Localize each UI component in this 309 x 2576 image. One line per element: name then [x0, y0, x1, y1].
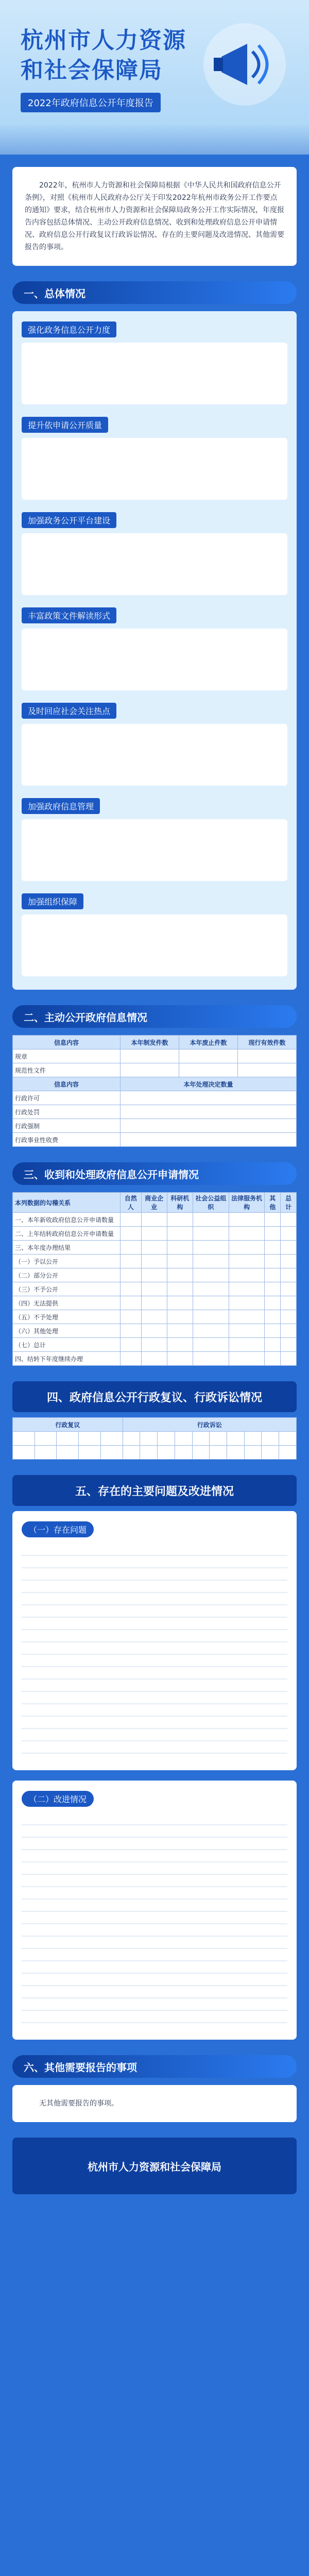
review-table: [12, 1417, 297, 1460]
table-header: 本列数据的勾稽关系: [13, 1193, 121, 1213]
overview-list: [12, 311, 297, 990]
overview-subhead: 提升依申请公开质量: [22, 417, 108, 433]
megaphone-icon: [201, 21, 288, 108]
table-row-label: 二、上年结转政府信息公开申请数量: [13, 1227, 121, 1241]
table-header: 现行有效件数: [238, 1036, 297, 1049]
application-table: [12, 1192, 297, 1366]
section-5-title: 五、存在的主要问题及改进情况: [12, 1475, 297, 1506]
hero-title: [21, 26, 186, 86]
table-row-label: （一）予以公开: [13, 1255, 121, 1268]
overview-subhead: 强化政务信息公开力度: [22, 321, 116, 337]
table-row-label: 行政处罚: [13, 1105, 121, 1119]
active-disclosure-table: [12, 1035, 297, 1147]
city-skyline: [0, 124, 309, 155]
overview-paragraph: [22, 629, 287, 690]
table-header: 自然人: [121, 1193, 142, 1213]
section-3-title: 三、收到和处理政府信息公开申请情况: [12, 1162, 297, 1185]
hero-banner: [0, 0, 309, 155]
overview-paragraph: [22, 914, 287, 976]
overview-paragraph: [22, 724, 287, 786]
overview-subhead: 加强政府信息管理: [22, 798, 100, 814]
intro-card: [12, 167, 297, 266]
overview-subhead: 及时回应社会关注热点: [22, 703, 116, 719]
table-header: 信息内容: [13, 1077, 121, 1091]
footer-banner: [12, 2138, 297, 2194]
table-header: 本年处理决定数量: [121, 1077, 297, 1091]
overview-paragraph: [22, 343, 287, 404]
table-header: 本年制发件数: [121, 1036, 179, 1049]
table-row-label: 行政事业性收费: [13, 1133, 121, 1147]
table-row-label: 行政许可: [13, 1091, 121, 1105]
table-header: 法律服务机构: [229, 1193, 265, 1213]
section-4-title: 四、政府信息公开行政复议、行政诉讼情况: [12, 1381, 297, 1412]
table-header: 社会公益组织: [193, 1193, 229, 1213]
section-2-title: 二、主动公开政府信息情况: [12, 1005, 297, 1028]
table-row-label: （六）其他处理: [13, 1324, 121, 1338]
table-header: 其他: [265, 1193, 281, 1213]
intro-text: 2022年，杭州市人力资源和社会保障局根据《中华人民共和国政府信息公开条例》，对照《杭州市人民政府办公厅关于印发2022年杭州市政务公开工作要点的通知》要求，结合杭州市人力资源和社会保障局政务公开工作实际情况，年度报告内容包括总体情况、主动公开政府信息情况、收到和处理政府信息公开申请情况、政府信息公开行政复议行政诉讼情况、存在的主要问题及改进情况、其他需要报告的事项。: [25, 181, 284, 251]
table-header: 商业企业: [141, 1193, 167, 1213]
improvements-box: [12, 1781, 297, 2040]
table-header: 行政诉讼: [123, 1418, 296, 1432]
section-1-title: 一、总体情况: [12, 281, 297, 304]
issues-tag: （一）存在问题: [22, 1521, 94, 1537]
improvements-tag: （二）改进情况: [22, 1791, 94, 1807]
table-row-label: 一、本年新收政府信息公开申请数量: [13, 1213, 121, 1227]
table-row-label: 规章: [13, 1049, 121, 1063]
footer-text: 杭州市人力资源和社会保障局: [88, 2160, 221, 2173]
issues-text: [22, 1544, 287, 1760]
table-header: 本年废止件数: [179, 1036, 238, 1049]
issues-box: [12, 1511, 297, 1770]
table-row-label: 行政强制: [13, 1119, 121, 1133]
table-row-label: 三、本年度办理结果: [13, 1241, 121, 1255]
other-text: 无其他需要报告的事项。: [39, 2099, 118, 2108]
table-row-label: （五）不予处理: [13, 1310, 121, 1324]
table-header: 信息内容: [13, 1036, 121, 1049]
overview-subhead: 加强组织保障: [22, 893, 83, 909]
hero-title-line1: 杭州市人力资源: [21, 27, 186, 54]
hero-title-line2: 和社会保障局: [21, 57, 163, 83]
table-row-label: 四、结转下年度继续办理: [13, 1352, 121, 1366]
table-header: 科研机构: [167, 1193, 193, 1213]
table-row-label: （七）总计: [13, 1338, 121, 1352]
section-6-title: 六、其他需要报告的事项: [12, 2055, 297, 2078]
table-header: 总计: [281, 1193, 297, 1213]
improvements-text: [22, 1813, 287, 2029]
table-row-label: 规范性文件: [13, 1063, 121, 1077]
hero-subtitle: 2022年政府信息公开年度报告: [21, 93, 161, 112]
overview-subhead: 加强政务公开平台建设: [22, 512, 116, 528]
overview-paragraph: [22, 438, 287, 500]
table-row-label: （四）无法提供: [13, 1296, 121, 1310]
table-row-label: （二）部分公开: [13, 1268, 121, 1282]
other-card: [12, 2085, 297, 2122]
overview-paragraph: [22, 819, 287, 881]
table-header: 行政复议: [13, 1418, 123, 1432]
table-row-label: （三）不予公开: [13, 1282, 121, 1296]
overview-subhead: 丰富政策文件解读形式: [22, 607, 116, 623]
overview-paragraph: [22, 533, 287, 595]
